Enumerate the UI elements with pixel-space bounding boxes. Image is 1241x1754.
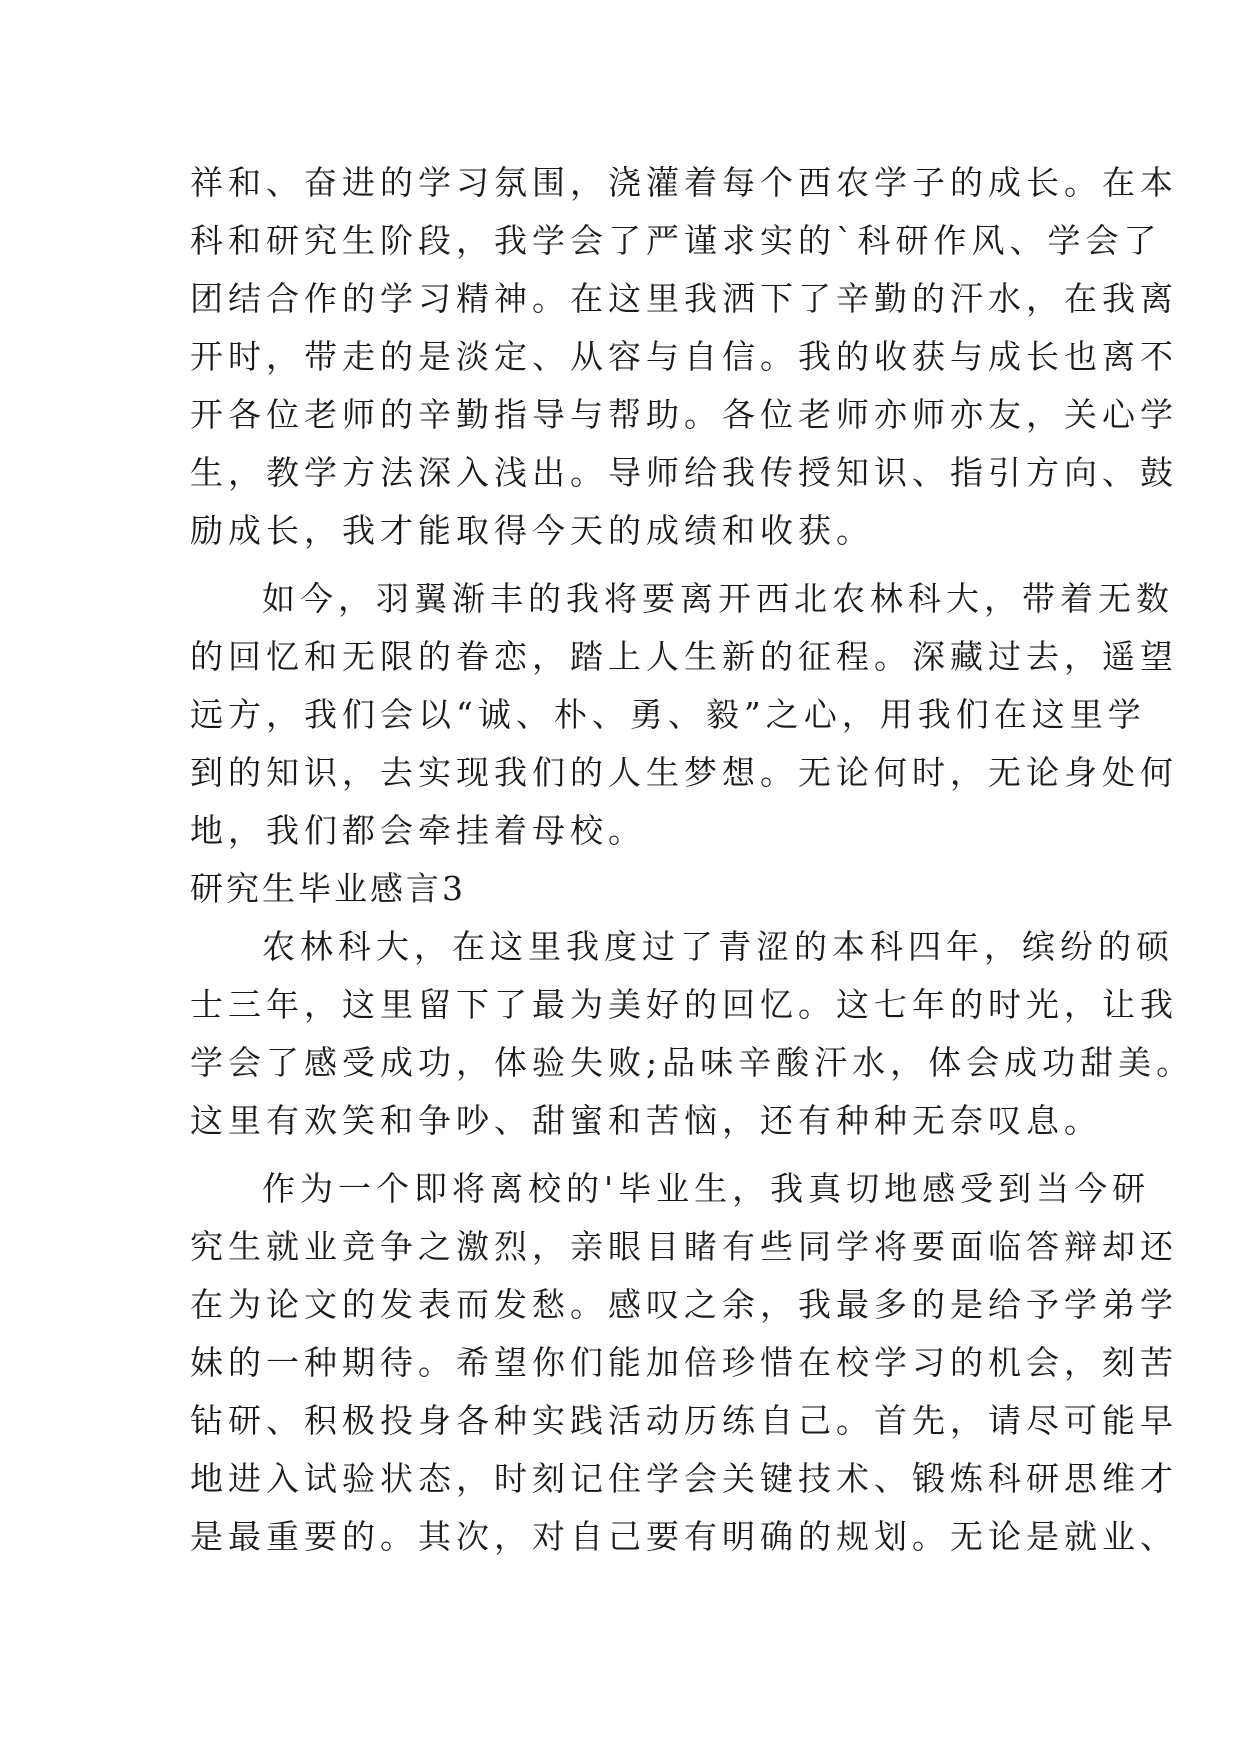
- paragraph-3: [190, 918, 1195, 1150]
- text-line: 士三年，这里留下了最为美好的回忆。这七年的时光，让我: [190, 985, 1178, 1024]
- paragraph-gap: [190, 1150, 1060, 1160]
- text-line: 如今，羽翼渐丰的我将要离开西北农林科大，带着无数: [262, 579, 1174, 618]
- text-line: 到的知识，去实现我们的人生梦想。无论何时，无论身处何: [190, 753, 1178, 792]
- paragraph-4: [190, 1160, 1178, 1566]
- paragraph-gap: [190, 560, 1060, 570]
- text-line: 生，教学方法深入浅出。导师给我传授知识、指引方向、鼓: [190, 453, 1178, 492]
- text-line: 这里有欢笑和争吵、甜蜜和苦恼，还有种种无奈叹息。: [190, 1101, 1102, 1140]
- document-body: [190, 154, 1195, 1566]
- text-line: 励成长，我才能取得今天的成绩和收获。: [190, 511, 874, 550]
- text-line: 科和研究生阶段，我学会了严谨求实的`科研作风、学会了: [190, 221, 1162, 260]
- text-line: 开各位老师的辛勤指导与帮助。各位老师亦师亦友，关心学: [190, 395, 1178, 434]
- text-line: 农林科大，在这里我度过了青涩的本科四年，缤纷的硕: [262, 927, 1174, 966]
- text-line: 是最重要的。其次，对自己要有明确的规划。无论是就业、: [190, 1517, 1178, 1556]
- text-line: 地进入试验状态，时刻记住学会关键技术、锻炼科研思维才: [190, 1459, 1178, 1498]
- text-line: 远方，我们会以“诚、朴、勇、毅”之心，用我们在这里学: [190, 695, 1146, 734]
- section-heading: 研究生毕业感言3: [190, 869, 466, 908]
- text-line: 究生就业竞争之激烈，亲眼目睹有些同学将要面临答辩却还: [190, 1227, 1178, 1266]
- text-line: 开时，带走的是淡定、从容与自信。我的收获与成长也离不: [190, 337, 1178, 376]
- text-line: 地，我们都会牵挂着母校。: [190, 811, 646, 850]
- text-line: 祥和、奋进的学习氛围，浇灌着每个西农学子的成长。在本: [190, 163, 1178, 202]
- text-line: 的回忆和无限的眷恋，踏上人生新的征程。深藏过去，遥望: [190, 637, 1178, 676]
- text-line: 团结合作的学习精神。在这里我洒下了辛勤的汗水，在我离: [190, 279, 1178, 318]
- text-line: 作为一个即将离校的'毕业生，我真切地感受到当今研: [262, 1169, 1151, 1208]
- paragraph-1: [190, 154, 1178, 560]
- text-line: 学会了感受成功，体验失败;品味辛酸汗水，体会成功甜美。: [190, 1043, 1195, 1082]
- text-line: 钻研、积极投身各种实践活动历练自己。首先，请尽可能早: [190, 1401, 1178, 1440]
- text-line: 在为论文的发表而发愁。感叹之余，我最多的是给予学弟学: [190, 1285, 1178, 1324]
- paragraph-2: [190, 570, 1178, 860]
- text-line: 妹的一种期待。希望你们能加倍珍惜在校学习的机会，刻苦: [190, 1343, 1178, 1382]
